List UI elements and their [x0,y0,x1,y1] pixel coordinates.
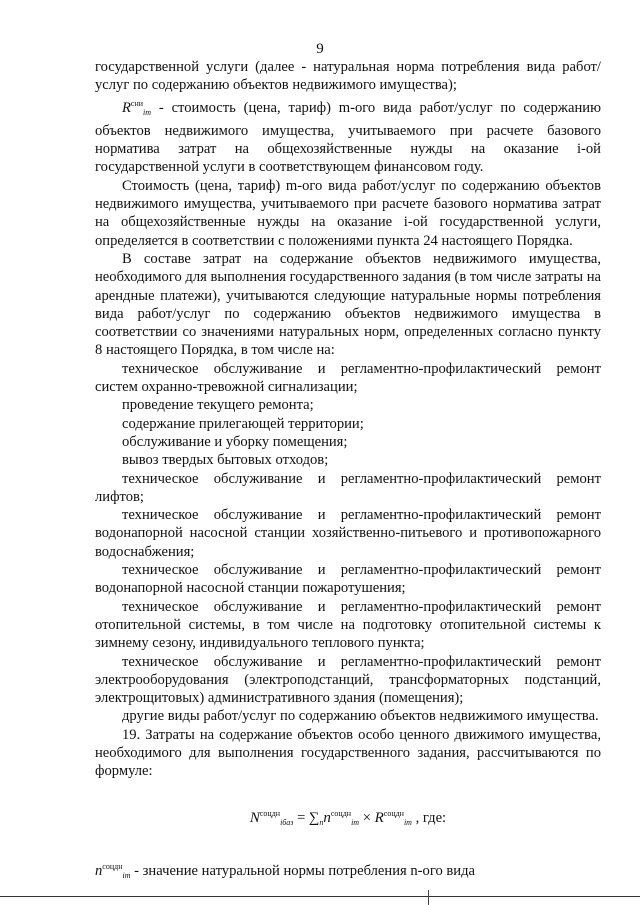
list-item: техническое обслуживание и регламентно-профилактический ремонт электрооборудования (электроподстанций, трансформаторных подстанций, электрощитовых) административного здания (помещения); [95,653,601,707]
list-item: техническое обслуживание и регламентно-профилактический ремонт водонапорной насосной станции хозяйственно-питьевого и противопожарного водоснабжения; [95,507,601,560]
paragraph: В составе затрат на содержание объектов недвижимого имущества, необходимого для выполнения государственного задания (в том числе затраты на арендные платежи), учитываются следующие натуральные нормы потребления вида работ/услуг по содержанию объектов недвижимого имущества в соответствии со значениями натуральных норм, определенных согласно пункту 8 настоящего Порядка, в том числе на: [95,250,601,359]
page-bottom-tick [428,890,429,905]
formula-sum-sign: ∑ [308,809,320,826]
formula-n-sub: im [351,817,360,827]
symbol-r: R [122,99,131,116]
list-item: проведение текущего ремонта; [122,397,314,414]
paragraph-section-19: 19. Затраты на содержание объектов особо ценного движимого имущества, необходимого для выполнения государственного задания, рассчитываются по формуле: [95,726,601,780]
formula-lhs-sub: iбаз [280,817,294,827]
formula-lhs-sup: соцдн [259,808,281,818]
document-body [95,58,601,885]
formula-sum-sub: n [319,817,324,827]
list-item: содержание прилегающей территории; [122,415,364,432]
list-item: вывоз твердых бытовых отходов; [122,452,329,469]
page-number: 9 [316,41,324,57]
formula-n-symbol: n [323,809,331,826]
page-bottom-rule [0,896,640,897]
definition-text: - значение натуральной нормы потребления n-ого вида [130,862,476,879]
subscript: im [143,107,152,117]
formula-r-symbol: R [374,809,384,826]
formula-n-sup: соцдн [330,808,352,818]
definition-sub: im [122,870,131,880]
definition-symbol: n [95,862,103,879]
formula-lhs-symbol: N [249,809,260,826]
paragraph: государственной услуги (далее - натуральная норма потребления вида работ/услуг по содержанию объектов недвижимого имущества); [95,59,601,94]
list-item: техническое обслуживание и регламентно-профилактический ремонт лифтов; [95,470,601,505]
paragraph-text: - стоимость (цена, тариф) m-ого вида работ/услуг по содержанию объектов недвижимого имущества, учитываемого при расчете базового норматива затрат на общехозяйственные нужды на оказание i-ой государственной услуги в соответствующем финансовом году. [95,99,601,176]
formula-times: × [359,809,375,826]
formula-r-sub: im [403,817,412,827]
list-item: техническое обслуживание и регламентно-профилактический ремонт отопительной системы, в том числе на подготовку отопительной системы к зимнему сезону, индивидуального теплового пункта; [95,598,601,652]
list-item: техническое обслуживание и регламентно-профилактический ремонт систем охранно-тревожной сигнализации; [95,360,601,396]
list-item: другие виды работ/услуг по содержанию объектов недвижимого имущества. [122,708,599,725]
formula-r-sup: соцдн [383,808,404,818]
superscript: сни [130,98,144,108]
paragraph-r-definition [95,95,601,177]
formula [95,805,601,832]
formula-tail: , где: [411,809,447,826]
list-item: техническое обслуживание и регламентно-профилактический ремонт водонапорной насосной станции пожаротушения; [95,562,601,597]
definition-sup: соцдн [102,861,123,871]
list-item: обслуживание и уборку помещения; [122,433,348,450]
definition-line [95,858,601,885]
paragraph: Стоимость (цена, тариф) m-ого вида работ/услуг по содержанию объектов недвижимого имущества, учитываемого при расчете базового норматива затрат на общехозяйственные нужды на оказание i-ой государственной услуги, определяется в соответствии с положениями пункта 24 настоящего Порядка. [95,177,601,249]
formula-equals: = [293,809,309,826]
